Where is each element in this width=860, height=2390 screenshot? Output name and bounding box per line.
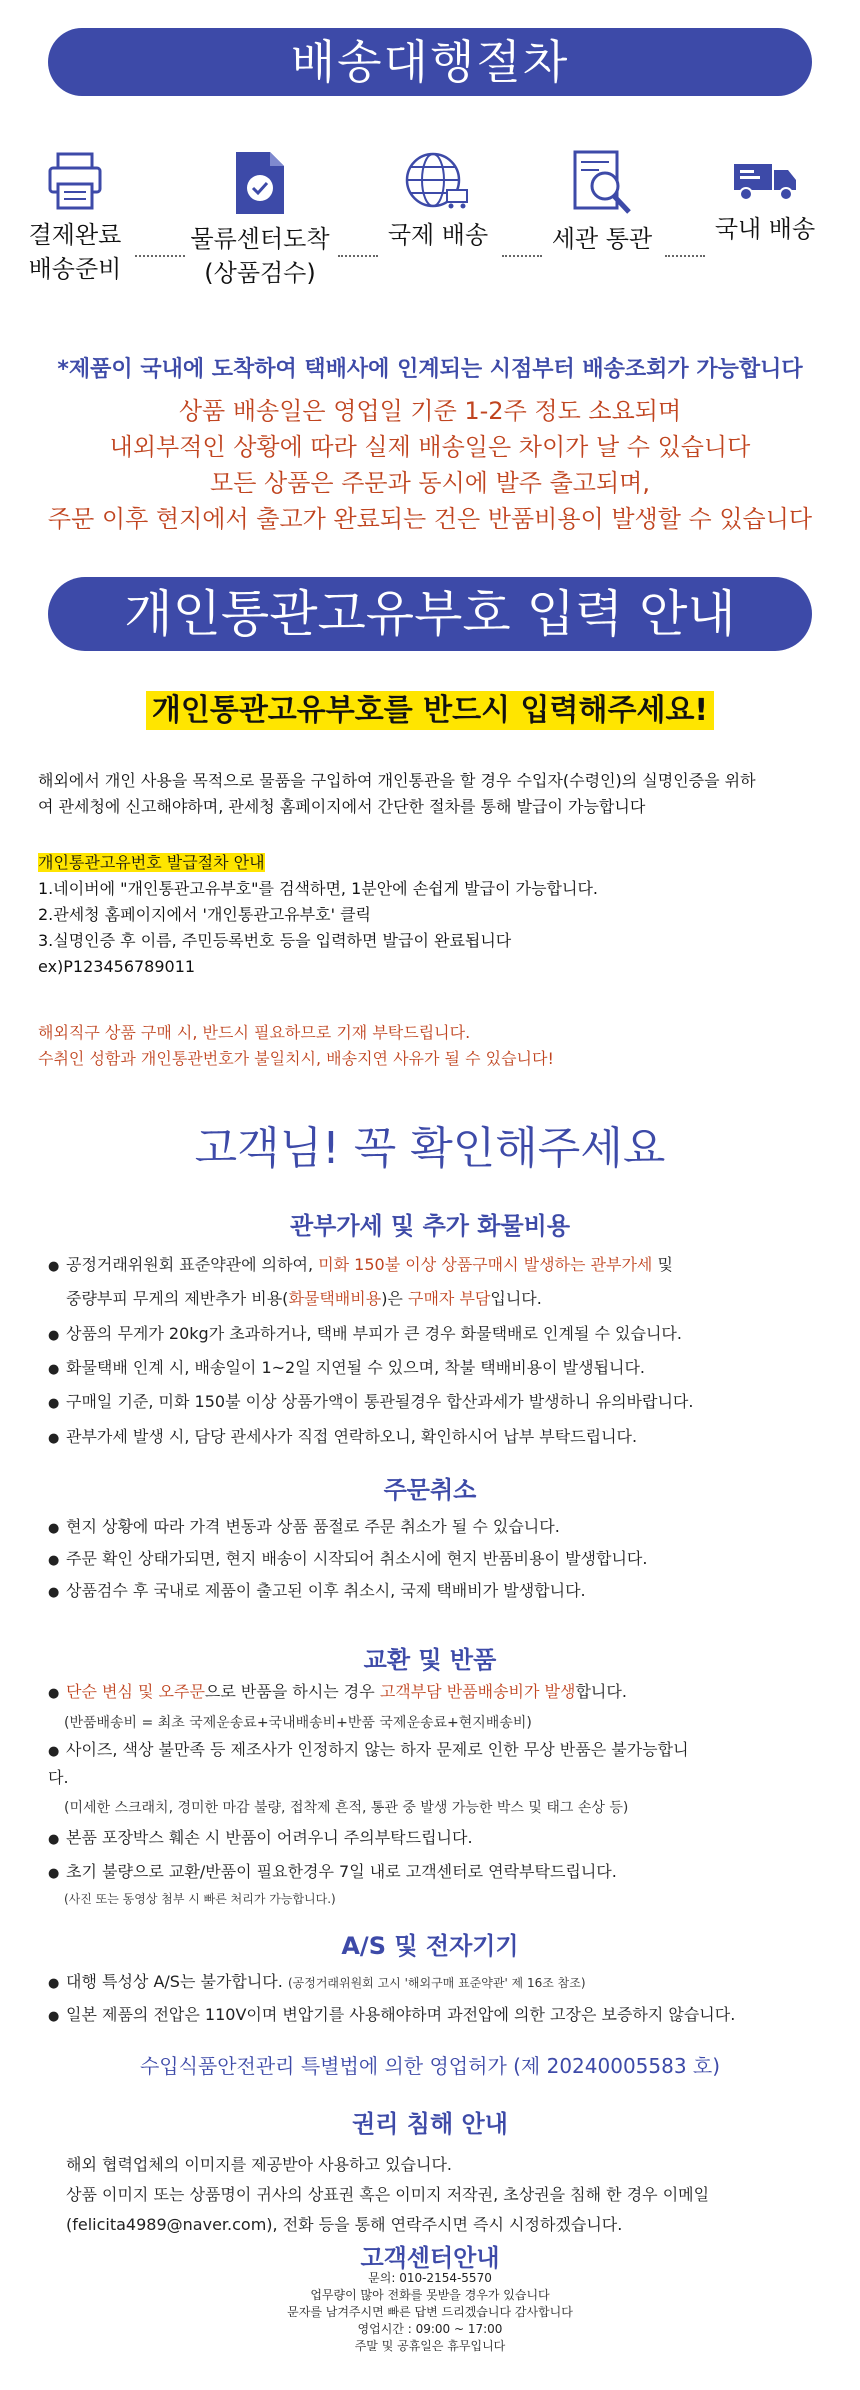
rights-line: 상품 이미지 또는 상품명이 귀사의 상표권 혹은 이미지 저작권, 초상권을 침해 한 경우 이메일 (66, 2185, 710, 2204)
step-connector (338, 255, 378, 259)
shipping-steps (20, 150, 840, 320)
steps-item: 3.실명인증 후 이름, 주민등록번호 등을 입력하면 발급이 완료됩니다 (38, 931, 512, 950)
rights-line: 해외 협력업체의 이미지를 제공받아 사용하고 있습니다. (66, 2155, 453, 2174)
customs-steps (38, 850, 828, 980)
step-payment (20, 150, 130, 286)
customs-highlight-text: 개인통관고유부호를 반드시 입력해주세요! (146, 691, 714, 730)
step-label: 배송준비 (28, 255, 122, 283)
truck-icon (730, 150, 800, 206)
tax-item-cont: 중량부피 무게의 제반추가 비용(화물택배비용)은 구매자 부담입니다. (66, 1289, 542, 1308)
rights-text (66, 2150, 826, 2240)
cs-line: 문자를 남겨주시면 빠른 답변 드리겠습니다 감사합니다 (287, 2305, 573, 2319)
magnifier-document-icon (569, 150, 635, 216)
return-note: (미세한 스크래치, 경미한 마감 불량, 접착제 흔적, 통관 중 발생 가능한 박스 및 태그 손상 등) (64, 1800, 629, 1816)
return-note: (사진 또는 동영상 첨부 시 빠른 처리가 가능합니다.) (64, 1892, 336, 1906)
step-label: 국내 배송 (714, 215, 816, 243)
tax-item: ● 공정거래위원회 표준약관에 의하여, 미화 150불 이상 상품구매시 발생하는 관부가세 및 (48, 1255, 673, 1274)
warn-line: 수취인 성함과 개인통관번호가 불일치시, 배송지연 사유가 될 수 있습니다! (38, 1049, 554, 1068)
page-title: 배송대행절차 (48, 28, 812, 96)
tax-item: ● 구매일 기준, 미화 150불 이상 상품가액이 통관될경우 합산과세가 발생하니 유의바랍니다. (48, 1392, 694, 1411)
warn-line: 해외직구 상품 구매 시, 반드시 필요하므로 기재 부탁드립니다. (38, 1023, 471, 1042)
as-item: ● 일본 제품의 전압은 110V이며 변압기를 사용해야하며 과전압에 의한 고장은 보증하지 않습니다. (48, 2005, 736, 2024)
cs-line: 영업시간 : 09:00 ~ 17:00 (357, 2322, 503, 2336)
customs-highlight (140, 685, 720, 729)
notice-line: 모든 상품은 주문과 동시에 발주 출고되며, (210, 469, 650, 497)
intro-line: 해외에서 개인 사용을 목적으로 물품을 구입하여 개인통관을 할 경우 수입자(수령인)의 실명인증을 위하 (38, 771, 756, 790)
step-label: 물류센터도착 (190, 225, 330, 253)
rights-line: (felicita4989@naver.com), 전화 등을 통해 연락주시면 즉시 시정하겠습니다. (66, 2215, 623, 2234)
steps-item: ex)P123456789011 (38, 957, 196, 976)
step-label: 세관 통관 (551, 225, 653, 253)
delivery-notice (0, 393, 860, 537)
tax-title: 관부가세 및 추가 화물비용 (289, 1212, 571, 1240)
customs-intro (38, 768, 828, 820)
step-connector (665, 255, 705, 259)
rights-title: 권리 침해 안내 (352, 2110, 508, 2138)
steps-item: 1.네이버에 "개인통관고유부호"를 검색하면, 1분안에 손쉽게 발급이 가능합니다. (38, 879, 598, 898)
step-connector (135, 255, 185, 259)
document-check-icon (232, 150, 288, 216)
return-item: ● 사이즈, 색상 불만족 등 제조사가 인정하지 않는 하자 문제로 인한 무상 반품은 불가능합니 (48, 1740, 689, 1759)
step-label: 국제 배송 (387, 221, 489, 249)
tracking-notice: *제품이 국내에 도착하여 택배사에 인계되는 시점부터 배송조회가 가능합니다 (57, 357, 803, 382)
cs-info (0, 2270, 860, 2355)
intro-line: 여 관세청에 신고해야하며, 관세청 홈페이지에서 간단한 절차를 통해 발급이 가능합니다 (38, 797, 646, 816)
return-note: (반품배송비 = 최초 국제운송료+국내배송비+반품 국제운송료+현지배송비) (64, 1715, 532, 1731)
step-customs (542, 150, 662, 256)
cancel-item: ● 상품검수 후 국내로 제품이 출고된 이후 취소시, 국제 택배비가 발생합니다. (48, 1581, 586, 1600)
steps-title: 개인통관고유번호 발급절차 안내 (38, 853, 265, 872)
check-title: 고객님! 꼭 확인해주세요 (194, 1123, 666, 1174)
step-label: (상품검수) (204, 259, 316, 287)
notice-line: 상품 배송일은 영업일 기준 1-2주 정도 소요되며 (178, 397, 682, 425)
globe-cart-icon (403, 150, 473, 212)
cs-line: 문의: 010-2154-5570 (368, 2271, 492, 2285)
printer-icon (44, 150, 106, 212)
step-international (378, 150, 498, 252)
return-item: ● 단순 변심 및 오주문으로 반품을 하시는 경우 고객부담 반품배송비가 발생합니다. (48, 1682, 627, 1701)
tax-item: ● 화물택배 인계 시, 배송일이 1~2일 지연될 수 있으며, 착불 택배비용이 발생됩니다. (48, 1358, 646, 1377)
step-domestic (705, 150, 825, 246)
steps-item: 2.관세청 홈페이지에서 '개인통관고유부호' 클릭 (38, 905, 371, 924)
cs-line: 주말 및 공휴일은 휴무입니다 (354, 2339, 506, 2353)
customs-title: 개인통관고유부호 입력 안내 (48, 577, 812, 651)
notice-line: 내외부적인 상황에 따라 실제 배송일은 차이가 날 수 있습니다 (109, 433, 751, 461)
as-title: A/S 및 전자기기 (341, 1932, 519, 1960)
return-title: 교환 및 반품 (363, 1646, 497, 1674)
cancel-title: 주문취소 (383, 1476, 477, 1504)
step-connector (502, 255, 542, 259)
cancel-item: ● 현지 상황에 따라 가격 변동과 상품 품절로 주문 취소가 될 수 있습니다. (48, 1517, 560, 1536)
customs-warnings (38, 1020, 828, 1072)
tax-item: ● 상품의 무게가 20kg가 초과하거나, 택배 부피가 큰 경우 화물택배로 인계될 수 있습니다. (48, 1324, 682, 1343)
return-item: ● 본품 포장박스 훼손 시 반품이 어려우니 주의부탁드립니다. (48, 1828, 473, 1847)
step-label: 결제완료 (28, 221, 122, 249)
cancel-item: ● 주문 확인 상태가되면, 현지 배송이 시작되어 취소시에 현지 반품비용이 발생합니다. (48, 1549, 648, 1568)
step-warehouse (185, 150, 335, 290)
cs-line: 업무량이 많아 전화를 못받을 경우가 있습니다 (310, 2288, 550, 2302)
as-item: ● 대행 특성상 A/S는 불가합니다. (공정거래위원회 고시 '해외구매 표준약관' 제 16조 참조) (48, 1972, 586, 1991)
tax-item: ● 관부가세 발생 시, 담당 관세사가 직접 연락하오니, 확인하시어 납부 부탁드립니다. (48, 1427, 638, 1446)
notice-line: 주문 이후 현지에서 출고가 완료되는 건은 반품비용이 발생할 수 있습니다 (47, 505, 813, 533)
cs-title: 고객센터안내 (360, 2244, 500, 2272)
food-license: 수입식품안전관리 특별법에 의한 영업허가 (제 20240005583 호) (139, 2054, 721, 2078)
return-item-cont: 다. (48, 1768, 69, 1787)
return-item: ● 초기 불량으로 교환/반품이 필요한경우 7일 내로 고객센터로 연락부탁드립니다. (48, 1862, 617, 1881)
